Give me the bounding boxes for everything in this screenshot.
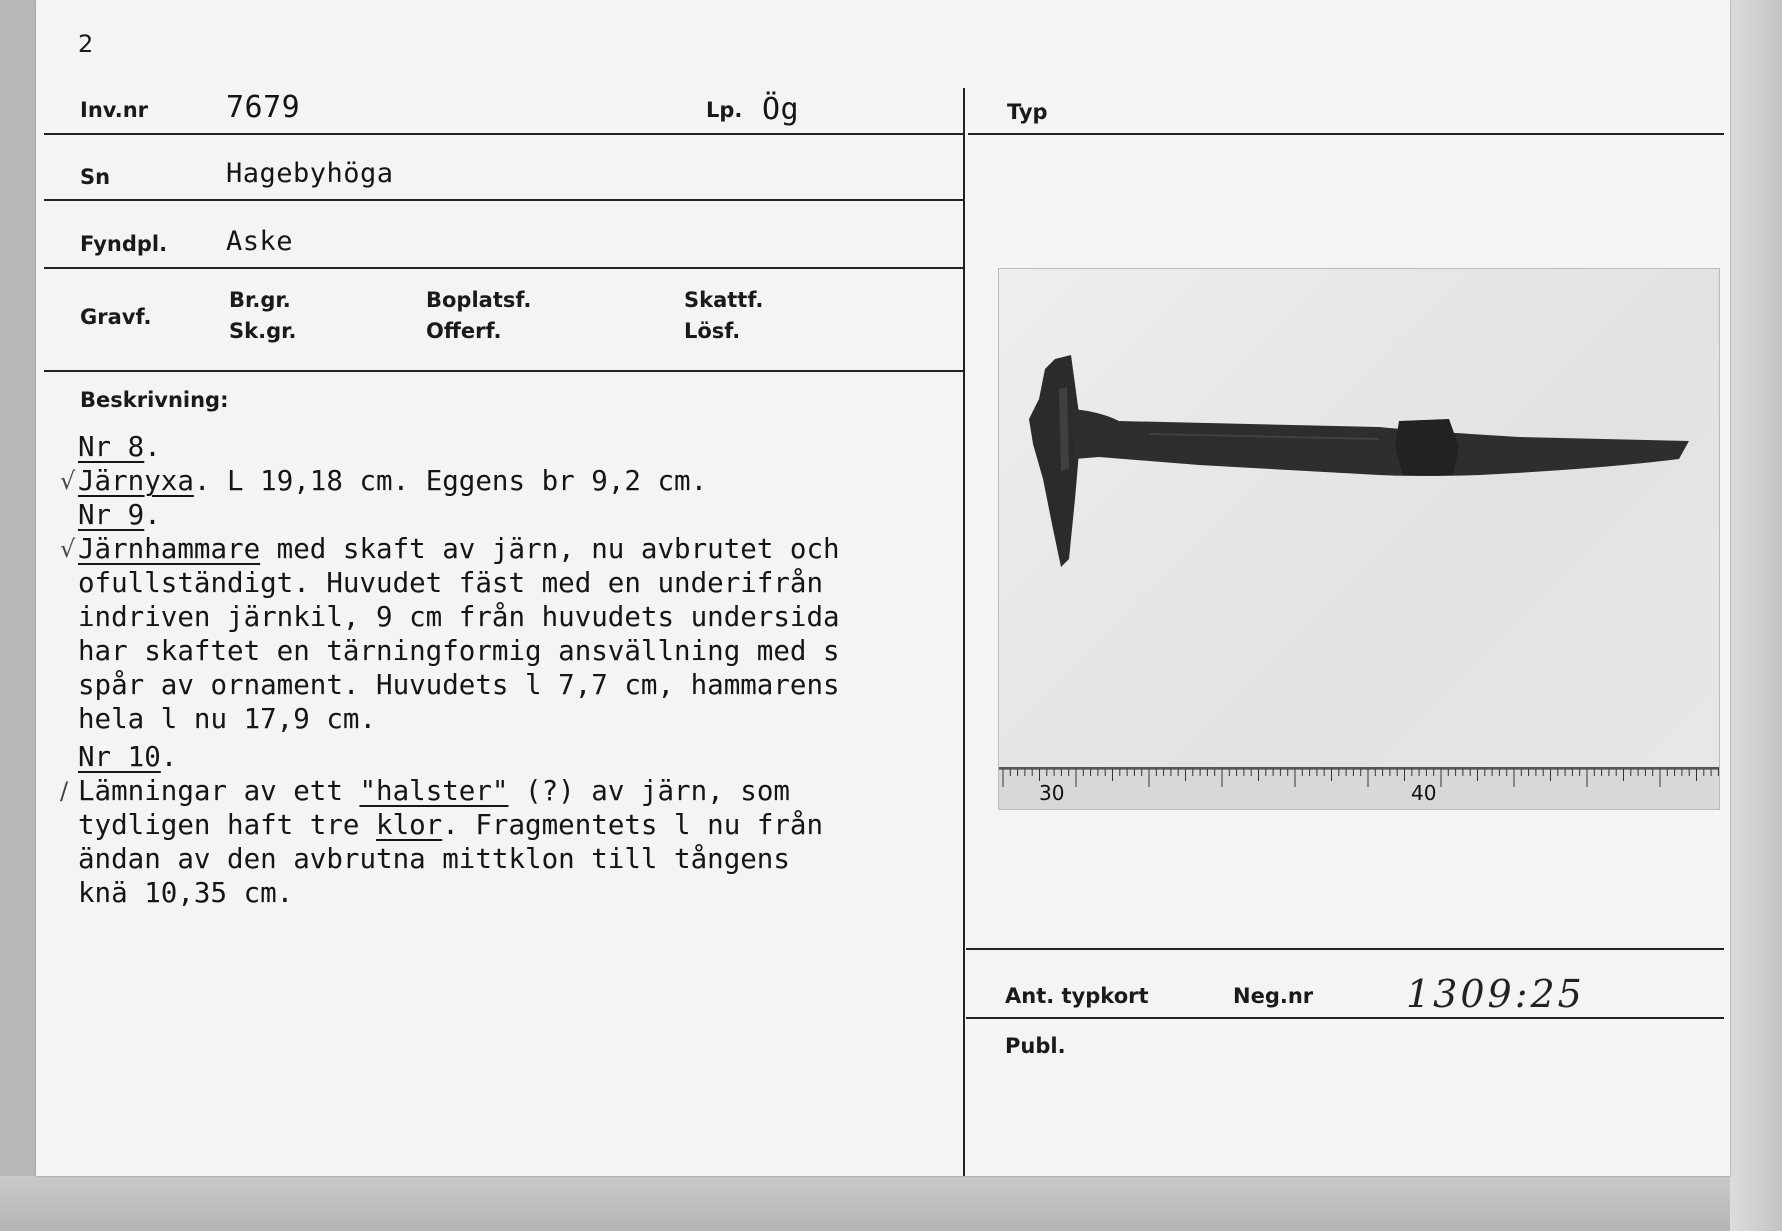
negnr-value: 1309:25 [1406,972,1585,1016]
inv-label: Inv.nr [80,98,149,122]
desc-line-1: . L 19,18 cm. Eggens br 9,2 cm. [193,465,708,497]
divider-row2 [44,199,964,201]
klor-term: klor [376,809,443,841]
desc-line-5: har skaftet en tärningformig ansvällning med s [78,635,840,667]
ant-typkort-label: Ant. typkort [1005,984,1149,1008]
gravf-label: Gravf. [80,305,152,329]
hammer-image [999,269,1719,769]
desc-line-7: hela l nu 17,9 cm. [78,703,377,735]
skgr-label: Sk.gr. [229,319,297,343]
sn-label: Sn [80,165,111,189]
lp-label: Lp. [706,98,743,122]
divider-typ [968,133,1724,135]
halster-term: "halster" [359,775,509,807]
boplatsf-label: Boplatsf. [426,288,532,312]
divider-row1 [44,133,964,135]
nr8-heading: Nr 8 [78,431,145,463]
skattf-label: Skattf. [684,288,764,312]
desc-line-6: spår av ornament. Huvudets l 7,7 cm, hammarens [78,669,840,701]
fyndpl-value: Aske [226,226,294,257]
divider-publ [966,1017,1724,1019]
catalog-card [36,0,1730,1176]
inv-value: 7679 [226,90,301,125]
scale-ruler [999,767,1719,809]
fyndpl-label: Fyndpl. [80,232,168,256]
lp-value: Ög [762,92,800,127]
card-number: 2 [78,30,94,58]
scan-background-bottom [0,1176,1782,1231]
jarnhammare-term: Järnhammare [78,533,261,565]
divider-row4 [44,370,964,372]
divider-row3 [44,267,964,269]
desc-line-3: ofullständigt. Huvudet fäst med en underifrån [78,567,824,599]
desc-line-2: med skaft av järn, nu avbrutet och [260,533,840,565]
losf-label: Lösf. [684,319,741,343]
ruler-label-40: 40 [1411,781,1437,805]
desc-line-4: indriven järnkil, 9 cm från huvudets undersida [78,601,840,633]
typ-label: Typ [1007,100,1048,124]
brgr-label: Br.gr. [229,288,291,312]
sn-value: Hagebyhöga [226,158,394,189]
divider-ant [966,948,1724,950]
scan-background-right [1730,0,1782,1231]
offerf-label: Offerf. [426,319,502,343]
desc-line-10: ändan av den avbrutna mittklon till tångens [78,843,790,875]
desc-line-11: knä 10,35 cm. [78,877,294,909]
beskrivning-label: Beskrivning: [80,388,229,412]
jarnyxa-term: Järnyxa [78,465,194,497]
artifact-photo [998,268,1720,810]
ruler-label-30: 30 [1039,781,1065,805]
nr9-heading: Nr 9 [78,499,145,531]
negnr-label: Neg.nr [1233,984,1314,1008]
publ-label: Publ. [1005,1034,1066,1058]
description-text: Nr 8. √ Järnyxa. L 19,18 cm. Eggens br 9,2 cm. Nr 9. √ Järnhammare med skaft av järn, nu avbrutet och ofullständigt. Huvudet fäst med en underifrån indriven järnkil, 9 cm från huvudets undersida har skaftet en tärningformig ansvällning med s spår av ornament. Huvudets l 7,7 cm, hammarens hela l nu 17,9 cm. Nr 10. / Lämningar av ett "halster" (?) av järn, som tydligen haft tre klor. Fragmentets l nu från ändan av den avbrutna mittklon till tångens knä 10,35 cm. [78,430,978,910]
nr10-heading: Nr 10 [78,741,161,773]
